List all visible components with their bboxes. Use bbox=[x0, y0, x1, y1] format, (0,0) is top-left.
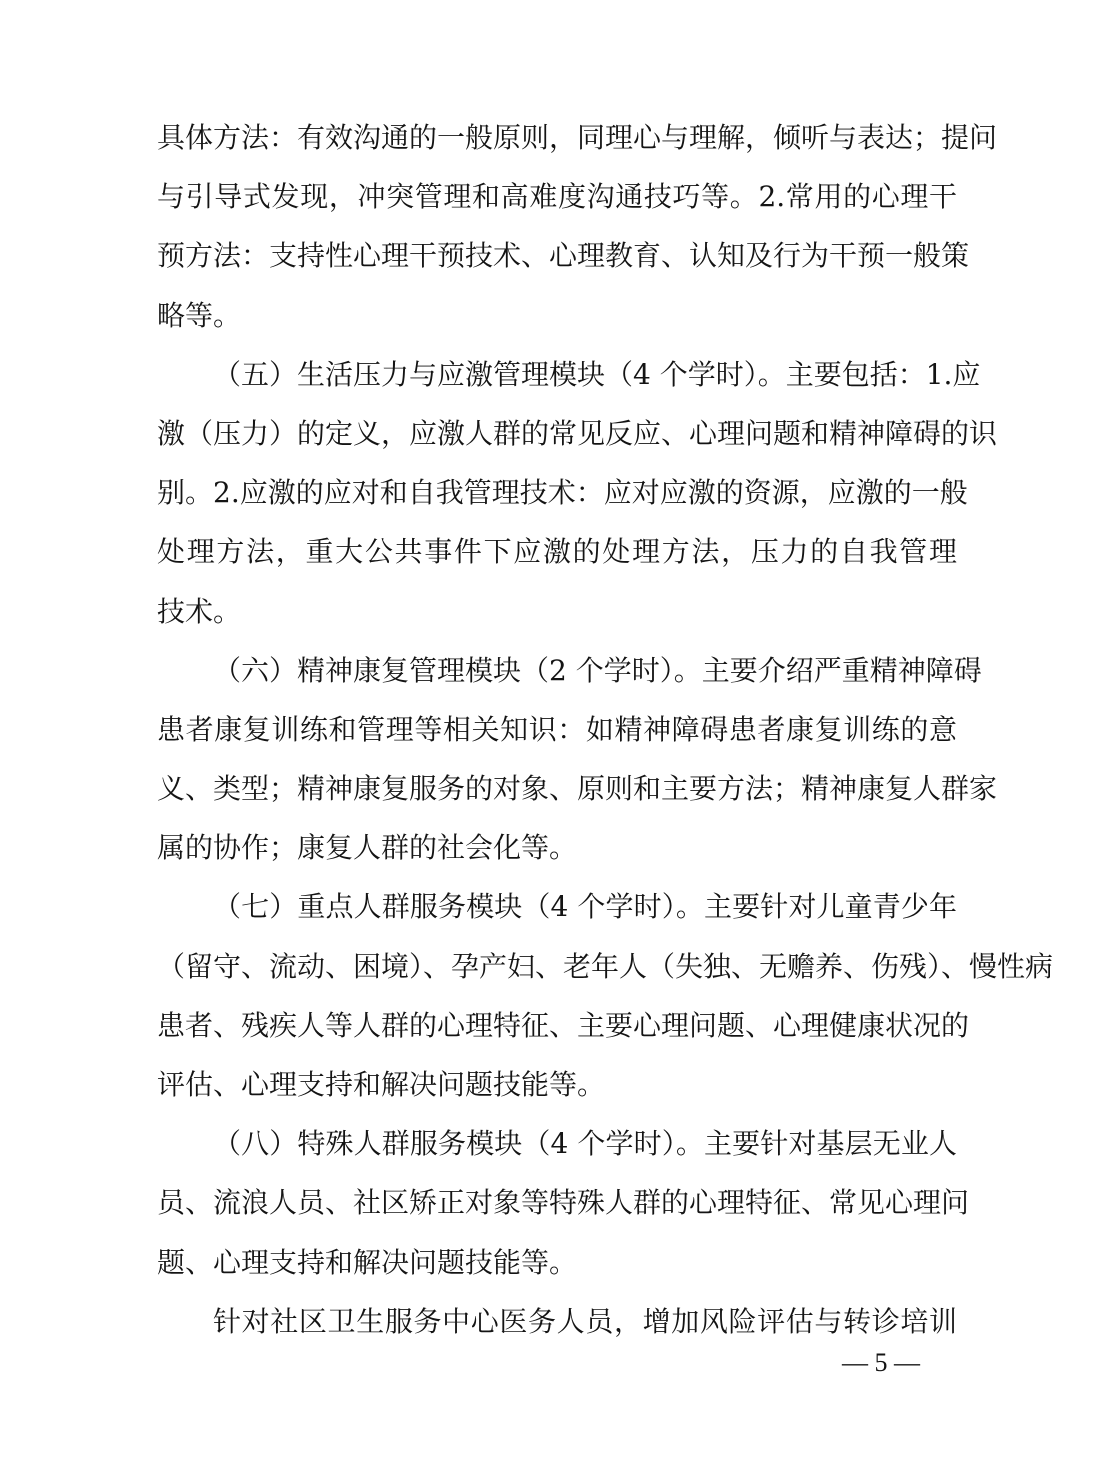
text-line: 属的协作；康复人群的社会化等。 bbox=[157, 831, 578, 865]
text-line: 与引导式发现，冲突管理和高难度沟通技巧等。2.常用的心理干 bbox=[157, 180, 957, 214]
text-line: 义、类型；精神康复服务的对象、原则和主要方法；精神康复人群家 bbox=[157, 772, 998, 806]
page-number: — 5 — bbox=[842, 1348, 920, 1377]
text-line: 略等。 bbox=[157, 298, 242, 332]
text-line: 患者康复训练和管理等相关知识：如精神障碍患者康复训练的意 bbox=[157, 712, 957, 746]
text-line: 患者、残疾人等人群的心理特征、主要心理问题、心理健康状况的 bbox=[157, 1008, 970, 1042]
text-line: 激（压力）的定义，应激人群的常见反应、心理问题和精神障碍的识 bbox=[157, 416, 998, 450]
text-line: （留守、流动、困境）、孕产妇、老年人（失独、无赡养、伤残）、慢性病 bbox=[157, 949, 1054, 983]
text-line-section-6: （六）精神康复管理模块（2 个学时）。主要介绍严重精神障碍 bbox=[213, 653, 982, 687]
text-line: 题、心理支持和解决问题技能等。 bbox=[157, 1245, 578, 1279]
text-line: 具体方法：有效沟通的一般原则，同理心与理解，倾听与表达；提问 bbox=[157, 121, 998, 154]
text-line: 针对社区卫生服务中心医务人员，增加风险评估与转诊培训 bbox=[213, 1304, 957, 1338]
text-line: 处理方法，重大公共事件下应激的处理方法，压力的自我管理 bbox=[157, 535, 957, 569]
text-line: 技术。 bbox=[157, 594, 242, 628]
text-line: 员、流浪人员、社区矫正对象等特殊人群的心理特征、常见心理问 bbox=[157, 1186, 970, 1220]
text-line: 预方法：支持性心理干预技术、心理教育、认知及行为干预一般策 bbox=[157, 239, 970, 273]
text-line-section-8: （八）特殊人群服务模块（4 个学时）。主要针对基层无业人 bbox=[213, 1127, 957, 1161]
text-line-section-7: （七）重点人群服务模块（4 个学时）。主要针对儿童青少年 bbox=[213, 890, 957, 924]
body-text bbox=[157, 108, 1054, 1351]
text-line-section-5: （五）生活压力与应激管理模块（4 个学时）。主要包括：1.应 bbox=[213, 357, 981, 391]
text-line: 评估、心理支持和解决问题技能等。 bbox=[157, 1068, 606, 1101]
text-line: 别。2.应激的应对和自我管理技术：应对应激的资源，应激的一般 bbox=[157, 476, 968, 510]
